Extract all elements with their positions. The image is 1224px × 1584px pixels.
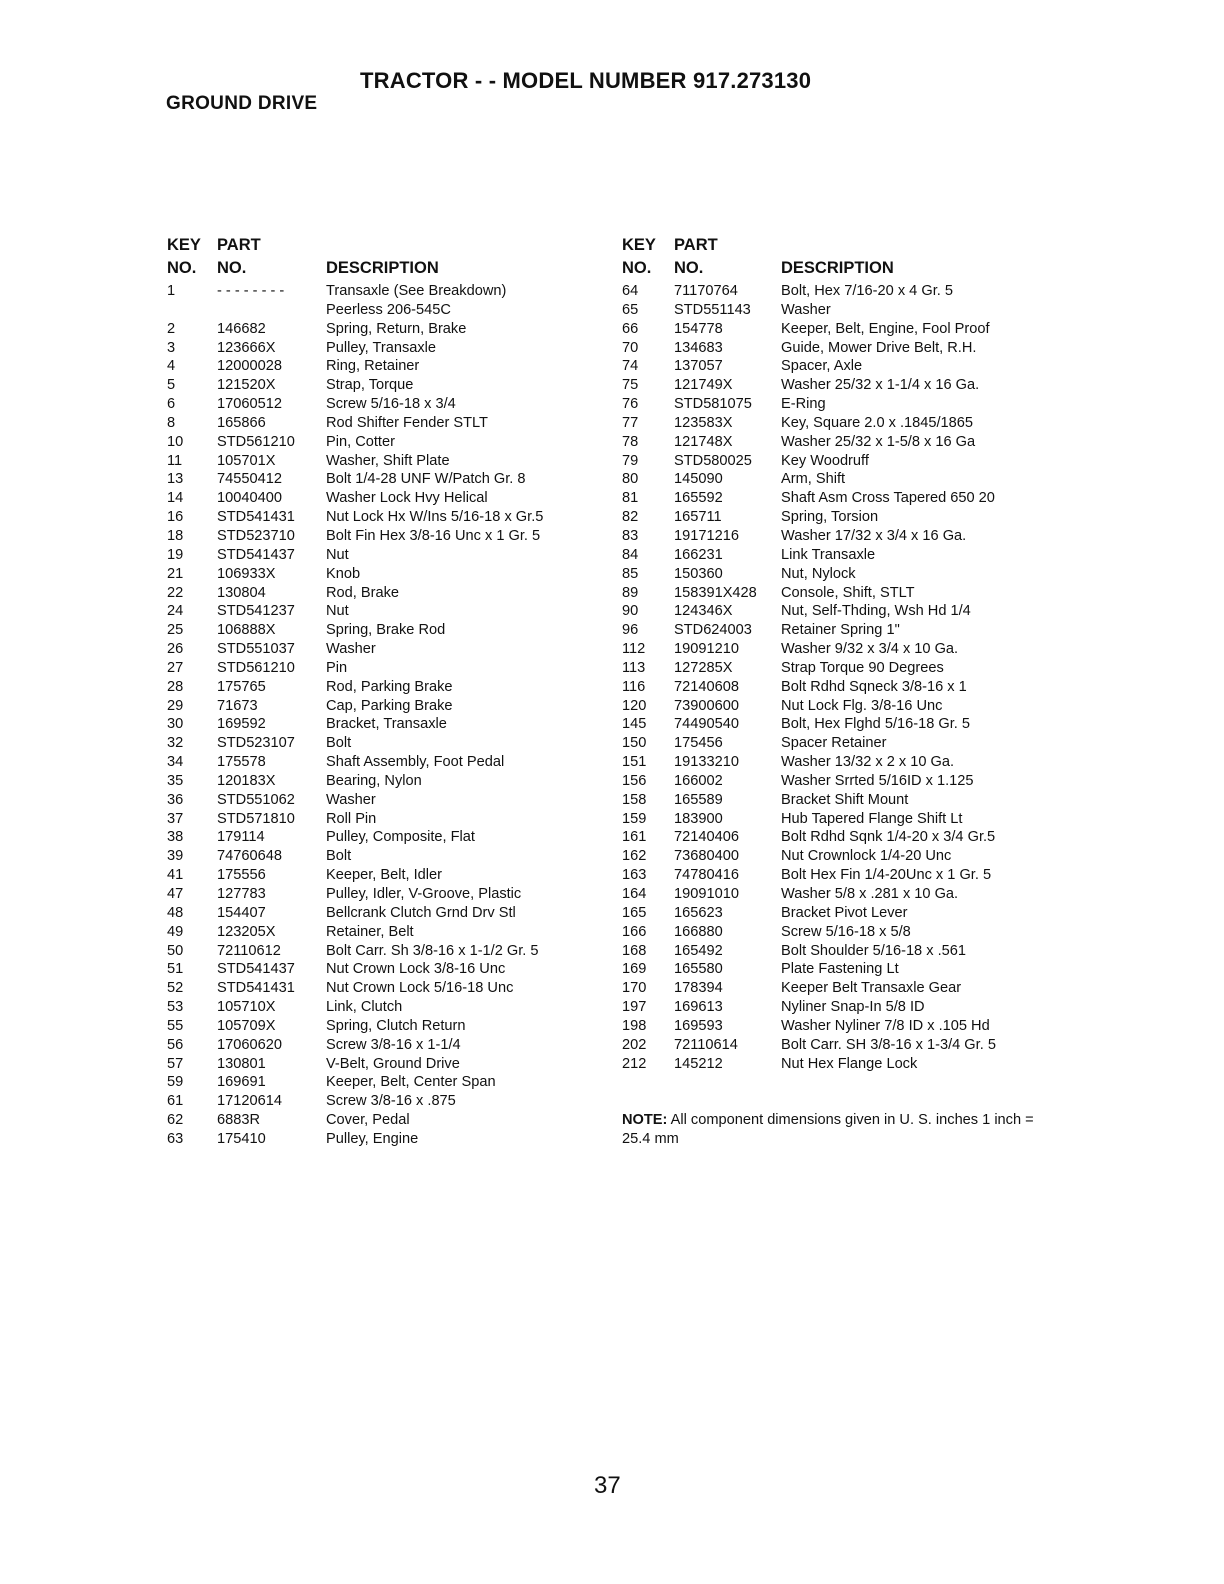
key-number: 82 xyxy=(622,509,639,526)
key-number: 165 xyxy=(622,904,647,921)
part-description: Peerless 206-545C xyxy=(326,301,451,318)
part-description: Washer 13/32 x 2 x 10 Ga. xyxy=(781,754,955,771)
part-number: 166880 xyxy=(674,923,723,940)
part-description: Pulley, Idler, V-Groove, Plastic xyxy=(326,886,522,902)
key-number: 26 xyxy=(167,641,184,658)
part-description: Spring, Clutch Return xyxy=(326,1017,466,1034)
part-number: STD523107 xyxy=(217,735,295,752)
note-text: All component dimensions given in U. S. inches 1 inch = 25.4 mm xyxy=(622,1112,1034,1147)
key-number: 164 xyxy=(622,886,647,902)
part-description: Link Transaxle xyxy=(781,546,876,563)
part-description: V-Belt, Ground Drive xyxy=(326,1055,460,1072)
part-description: Cover, Pedal xyxy=(326,1112,410,1129)
part-number: 145212 xyxy=(674,1055,723,1072)
key-number: 34 xyxy=(167,754,184,771)
part-number: STD541431 xyxy=(217,980,295,997)
part-number: 127285X xyxy=(674,659,733,676)
part-number: STD551143 xyxy=(674,301,751,318)
key-number: 13 xyxy=(167,471,184,488)
part-description: Washer xyxy=(326,641,376,658)
part-header-line1: PART xyxy=(674,236,718,254)
part-number: 166231 xyxy=(674,546,723,563)
part-number: STD624003 xyxy=(674,622,752,639)
key-number: 198 xyxy=(622,1017,647,1034)
part-number: 72140608 xyxy=(674,678,739,695)
part-description: Bolt Fin Hex 3/8-16 Unc x 1 Gr. 5 xyxy=(326,527,541,544)
key-number: 5 xyxy=(167,377,176,394)
part-description: Rod Shifter Fender STLT xyxy=(326,414,488,431)
key-number: 81 xyxy=(622,490,639,507)
key-number: 2 xyxy=(167,320,176,337)
part-number: 105709X xyxy=(217,1017,276,1034)
part-number: 175765 xyxy=(217,678,266,695)
part-number: 137057 xyxy=(674,358,723,375)
part-number: 120183X xyxy=(217,772,276,789)
part-number: 121749X xyxy=(674,377,733,394)
key-number: 197 xyxy=(622,999,647,1016)
part-description: Nut, Nylock xyxy=(781,565,856,582)
part-header-line2: NO. xyxy=(674,259,704,277)
part-number: 73900600 xyxy=(674,697,739,714)
part-description: Rod, Brake xyxy=(326,584,400,601)
key-number: 66 xyxy=(622,320,639,337)
part-number: 121748X xyxy=(674,433,733,450)
key-number: 170 xyxy=(622,980,647,997)
part-number: 74490540 xyxy=(674,716,739,733)
part-description: Keeper, Belt, Engine, Fool Proof xyxy=(781,320,990,337)
part-number: 19091010 xyxy=(674,886,739,902)
key-number: 32 xyxy=(167,735,184,752)
key-number: 89 xyxy=(622,584,639,601)
part-number: 169592 xyxy=(217,716,266,733)
part-number: STD523710 xyxy=(217,527,295,544)
key-number: 112 xyxy=(622,641,646,658)
part-description: Bolt xyxy=(326,735,352,752)
part-number: 165623 xyxy=(674,904,723,921)
key-number: 145 xyxy=(622,716,647,733)
key-number: 59 xyxy=(167,1074,184,1091)
key-number: 6 xyxy=(167,396,176,413)
key-number: 163 xyxy=(622,867,647,884)
part-description: Screw 3/8-16 x 1-1/4 xyxy=(326,1036,461,1053)
part-number: 165589 xyxy=(674,791,723,808)
part-description: Ring, Retainer xyxy=(326,358,420,375)
key-number: 116 xyxy=(622,678,646,695)
part-number: STD571810 xyxy=(217,810,295,827)
part-number: 17060620 xyxy=(217,1036,282,1053)
part-description: Pulley, Engine xyxy=(326,1130,419,1147)
part-description: Washer Srrted 5/16ID x 1.125 xyxy=(781,772,974,789)
key-number: 77 xyxy=(622,414,639,431)
part-description: Key Woodruff xyxy=(781,452,869,469)
key-number: 18 xyxy=(167,527,184,544)
part-number: 165492 xyxy=(674,942,723,959)
part-description: Pulley, Transaxle xyxy=(326,339,437,356)
key-number: 14 xyxy=(167,490,184,507)
key-number: 166 xyxy=(622,923,647,940)
key-number: 21 xyxy=(167,565,184,582)
part-description: Retainer Spring 1" xyxy=(781,622,900,639)
part-header-line1: PART xyxy=(217,236,261,254)
part-description: Bolt, Hex 7/16-20 x 4 Gr. 5 xyxy=(781,283,953,299)
key-number: 29 xyxy=(167,697,184,714)
part-number: 154778 xyxy=(674,320,723,337)
part-description: Spring, Brake Rod xyxy=(326,622,446,639)
key-number: 27 xyxy=(167,659,184,676)
part-description: Washer Lock Hvy Helical xyxy=(326,490,488,507)
part-description: Bearing, Nylon xyxy=(326,772,422,789)
part-number: 71673 xyxy=(217,697,258,714)
part-number: STD551062 xyxy=(217,791,295,808)
part-number: 175410 xyxy=(217,1130,266,1147)
part-description: Bolt Shoulder 5/16-18 x .561 xyxy=(781,942,966,959)
key-number: 1 xyxy=(167,283,176,299)
part-number: 127783 xyxy=(217,886,266,902)
key-number: 96 xyxy=(622,622,639,639)
key-number: 63 xyxy=(167,1130,184,1147)
part-description: Washer 25/32 x 1-5/8 x 16 Ga xyxy=(781,433,976,450)
part-description: Nut Crownlock 1/4-20 Unc xyxy=(781,848,952,865)
part-number: 175456 xyxy=(674,735,723,752)
part-number: 124346X xyxy=(674,603,733,620)
key-number: 22 xyxy=(167,584,184,601)
key-number: 161 xyxy=(622,829,647,846)
part-number: 105710X xyxy=(217,999,276,1016)
part-description: Bolt Rdhd Sqnk 1/4-20 x 3/4 Gr.5 xyxy=(781,829,996,846)
part-description: Plate Fastening Lt xyxy=(781,961,899,978)
part-description: Bracket, Transaxle xyxy=(326,716,447,733)
key-number: 158 xyxy=(622,791,647,808)
part-description: Nut xyxy=(326,603,349,620)
part-number: 121520X xyxy=(217,377,276,394)
page-title: TRACTOR - - MODEL NUMBER 917.273130 xyxy=(360,68,812,93)
key-header-line2: NO. xyxy=(622,259,652,277)
part-description: Washer xyxy=(326,791,376,808)
part-number: STD561210 xyxy=(217,433,295,450)
key-number: 156 xyxy=(622,772,647,789)
key-number: 80 xyxy=(622,471,639,488)
part-description: Washer, Shift Plate xyxy=(326,452,450,469)
part-description: Keeper Belt Transaxle Gear xyxy=(781,980,962,997)
key-number: 78 xyxy=(622,433,639,450)
key-number: 113 xyxy=(622,659,646,676)
part-number: 183900 xyxy=(674,810,723,827)
part-description: Nut xyxy=(326,546,349,563)
part-number: 166002 xyxy=(674,772,723,789)
key-number: 74 xyxy=(622,358,639,375)
note-label: NOTE: xyxy=(622,1112,668,1128)
part-number: 134683 xyxy=(674,339,723,356)
part-description: Console, Shift, STLT xyxy=(781,584,915,601)
part-description: Spring, Torsion xyxy=(781,509,879,526)
key-number: 8 xyxy=(167,414,176,431)
part-number: 17060512 xyxy=(217,396,282,413)
page-number: 37 xyxy=(594,1472,621,1499)
part-description: Screw 5/16-18 x 5/8 xyxy=(781,923,911,940)
key-number: 16 xyxy=(167,509,184,526)
key-number: 150 xyxy=(622,735,647,752)
part-description: Nut Hex Flange Lock xyxy=(781,1055,918,1072)
part-number: 169593 xyxy=(674,1017,723,1034)
part-number: 123666X xyxy=(217,339,276,356)
part-number: 17120614 xyxy=(217,1093,282,1110)
part-number: STD551037 xyxy=(217,641,295,658)
key-number: 56 xyxy=(167,1036,184,1053)
key-number: 48 xyxy=(167,904,184,921)
part-description: Washer 9/32 x 3/4 x 10 Ga. xyxy=(781,641,959,658)
part-description: Nut Crown Lock 3/8-16 Unc xyxy=(326,961,506,978)
part-description: Washer xyxy=(781,301,831,318)
key-number: 64 xyxy=(622,283,639,299)
key-header-line2: NO. xyxy=(167,259,197,277)
key-number: 120 xyxy=(622,697,647,714)
part-description: Bellcrank Clutch Grnd Drv Stl xyxy=(326,904,516,921)
part-number: 146682 xyxy=(217,320,266,337)
part-description: Bracket Shift Mount xyxy=(781,791,909,808)
part-description: Nyliner Snap-In 5/8 ID xyxy=(781,999,925,1016)
key-number: 75 xyxy=(622,377,639,394)
part-number: 130804 xyxy=(217,584,266,601)
part-number: 169613 xyxy=(674,999,723,1016)
part-description: Guide, Mower Drive Belt, R.H. xyxy=(781,339,977,356)
key-number: 10 xyxy=(167,433,184,450)
part-number: 12000028 xyxy=(217,358,282,375)
part-description: Pin xyxy=(326,659,348,676)
key-number: 39 xyxy=(167,848,184,865)
part-number: STD541237 xyxy=(217,603,295,620)
part-description: Nut, Self-Thding, Wsh Hd 1/4 xyxy=(781,603,971,620)
part-description: Washer Nyliner 7/8 ID x .105 Hd xyxy=(781,1017,990,1034)
part-description: Spacer Retainer xyxy=(781,735,887,752)
part-number: 175578 xyxy=(217,754,266,771)
part-description: Key, Square 2.0 x .1845/1865 xyxy=(781,414,974,431)
key-number: 38 xyxy=(167,829,184,846)
part-description: Strap Torque 90 Degrees xyxy=(781,659,944,676)
part-description: Rod, Parking Brake xyxy=(326,678,453,695)
part-number: 169691 xyxy=(217,1074,266,1091)
description-header: DESCRIPTION xyxy=(326,259,439,277)
part-number: 145090 xyxy=(674,471,723,488)
part-number: 74550412 xyxy=(217,471,282,488)
part-number: STD541437 xyxy=(217,961,295,978)
key-number: 25 xyxy=(167,622,184,639)
part-description: Roll Pin xyxy=(326,810,377,827)
part-description: Bolt Rdhd Sqneck 3/8-16 x 1 xyxy=(781,678,967,695)
part-number: 72110614 xyxy=(674,1036,738,1053)
key-number: 28 xyxy=(167,678,184,695)
part-number: STD581075 xyxy=(674,396,752,413)
part-description: Bolt 1/4-28 UNF W/Patch Gr. 8 xyxy=(326,471,526,488)
key-number: 151 xyxy=(622,754,647,771)
key-number: 50 xyxy=(167,942,184,959)
part-description: E-Ring xyxy=(781,396,826,413)
key-number: 55 xyxy=(167,1017,184,1034)
key-number: 90 xyxy=(622,603,639,620)
part-description: Hub Tapered Flange Shift Lt xyxy=(781,810,963,827)
part-number: 158391X428 xyxy=(674,584,757,601)
section-title: GROUND DRIVE xyxy=(166,93,318,114)
key-number: 168 xyxy=(622,942,647,959)
part-number: STD561210 xyxy=(217,659,295,676)
key-number: 202 xyxy=(622,1036,647,1053)
part-description: Cap, Parking Brake xyxy=(326,697,453,714)
description-header: DESCRIPTION xyxy=(781,259,894,277)
part-description: Nut Crown Lock 5/16-18 Unc xyxy=(326,980,514,997)
part-header-line2: NO. xyxy=(217,259,247,277)
key-number: 79 xyxy=(622,452,639,469)
key-number: 65 xyxy=(622,301,639,318)
key-number: 84 xyxy=(622,546,639,563)
part-number: 19133210 xyxy=(674,754,739,771)
part-description: Spring, Return, Brake xyxy=(326,320,467,337)
part-number: 165592 xyxy=(674,490,723,507)
part-description: Link, Clutch xyxy=(326,999,403,1016)
part-number: 73680400 xyxy=(674,848,739,865)
part-description: Nut Lock Flg. 3/8-16 Unc xyxy=(781,697,943,714)
key-header-line1: KEY xyxy=(622,236,656,254)
part-number: 165711 xyxy=(674,509,722,526)
key-number: 24 xyxy=(167,603,184,620)
part-number: 175556 xyxy=(217,867,266,884)
key-number: 53 xyxy=(167,999,184,1016)
part-description: Screw 5/16-18 x 3/4 xyxy=(326,396,456,413)
key-number: 3 xyxy=(167,339,176,356)
part-number: 130801 xyxy=(217,1055,266,1072)
part-description: Washer 5/8 x .281 x 10 Ga. xyxy=(781,886,959,902)
part-number: 165866 xyxy=(217,414,266,431)
part-description: Pin, Cotter xyxy=(326,433,395,450)
key-number: 169 xyxy=(622,961,647,978)
part-description: Bolt Carr. Sh 3/8-16 x 1-1/2 Gr. 5 xyxy=(326,942,539,959)
part-number: STD541437 xyxy=(217,546,295,563)
key-number: 49 xyxy=(167,923,184,940)
part-description: Screw 3/8-16 x .875 xyxy=(326,1093,456,1110)
part-description: Bolt Carr. SH 3/8-16 x 1-3/4 Gr. 5 xyxy=(781,1036,996,1053)
key-number: 51 xyxy=(167,961,184,978)
key-number: 47 xyxy=(167,886,184,902)
part-description: Knob xyxy=(326,565,361,582)
part-number: 74780416 xyxy=(674,867,739,884)
part-number: 178394 xyxy=(674,980,723,997)
part-number: 123205X xyxy=(217,923,276,940)
part-number: 106888X xyxy=(217,622,276,639)
key-number: 76 xyxy=(622,396,639,413)
part-description: Shaft Asm Cross Tapered 650 20 xyxy=(781,490,995,507)
part-number: 71170764 xyxy=(674,283,738,299)
key-number: 37 xyxy=(167,810,184,827)
part-number: - - - - - - - - xyxy=(217,283,285,299)
part-number: 72110612 xyxy=(217,942,281,959)
part-number: 6883R xyxy=(217,1112,261,1129)
part-number: 165580 xyxy=(674,961,723,978)
part-description: Keeper, Belt, Idler xyxy=(326,867,443,884)
key-number: 61 xyxy=(167,1093,184,1110)
part-description: Keeper, Belt, Center Span xyxy=(326,1074,496,1091)
key-number: 52 xyxy=(167,980,184,997)
part-description: Nut Lock Hx W/Ins 5/16-18 x Gr.5 xyxy=(326,509,544,526)
key-number: 35 xyxy=(167,772,184,789)
key-number: 159 xyxy=(622,810,647,827)
part-description: Bolt, Hex Flghd 5/16-18 Gr. 5 xyxy=(781,716,971,733)
key-number: 19 xyxy=(167,546,184,563)
part-number: 154407 xyxy=(217,904,266,921)
part-description: Bolt xyxy=(326,848,352,865)
part-number: 19171216 xyxy=(674,527,739,544)
part-number: 105701X xyxy=(217,452,276,469)
key-number: 30 xyxy=(167,716,184,733)
part-number: 123583X xyxy=(674,414,733,431)
part-description: Bolt Hex Fin 1/4-20Unc x 1 Gr. 5 xyxy=(781,867,992,884)
note xyxy=(622,1111,1042,1149)
part-description: Bracket Pivot Lever xyxy=(781,904,908,921)
key-number: 85 xyxy=(622,565,639,582)
part-description: Arm, Shift xyxy=(781,471,846,488)
key-number: 41 xyxy=(167,867,184,884)
part-number: 72140406 xyxy=(674,829,739,846)
part-description: Washer 25/32 x 1-1/4 x 16 Ga. xyxy=(781,377,980,394)
part-number: 150360 xyxy=(674,565,723,582)
part-number: 10040400 xyxy=(217,490,282,507)
key-number: 162 xyxy=(622,848,647,865)
part-description: Transaxle (See Breakdown) xyxy=(326,283,507,299)
key-header-line1: KEY xyxy=(167,236,201,254)
part-number: STD541431 xyxy=(217,509,295,526)
part-description: Shaft Assembly, Foot Pedal xyxy=(326,754,505,771)
part-description: Spacer, Axle xyxy=(781,358,863,375)
part-number: 179114 xyxy=(217,829,265,846)
key-number: 212 xyxy=(622,1055,647,1072)
key-number: 36 xyxy=(167,791,184,808)
key-number: 4 xyxy=(167,358,176,375)
key-number: 57 xyxy=(167,1055,184,1072)
part-number: STD580025 xyxy=(674,452,752,469)
part-number: 106933X xyxy=(217,565,276,582)
part-number: 19091210 xyxy=(674,641,739,658)
key-number: 62 xyxy=(167,1112,184,1129)
part-description: Retainer, Belt xyxy=(326,923,414,940)
part-description: Pulley, Composite, Flat xyxy=(326,829,475,846)
key-number: 70 xyxy=(622,339,639,356)
part-number: 74760648 xyxy=(217,848,282,865)
part-description: Strap, Torque xyxy=(326,377,414,394)
key-number: 83 xyxy=(622,527,639,544)
key-number: 11 xyxy=(167,452,183,469)
part-description: Washer 17/32 x 3/4 x 16 Ga. xyxy=(781,527,967,544)
